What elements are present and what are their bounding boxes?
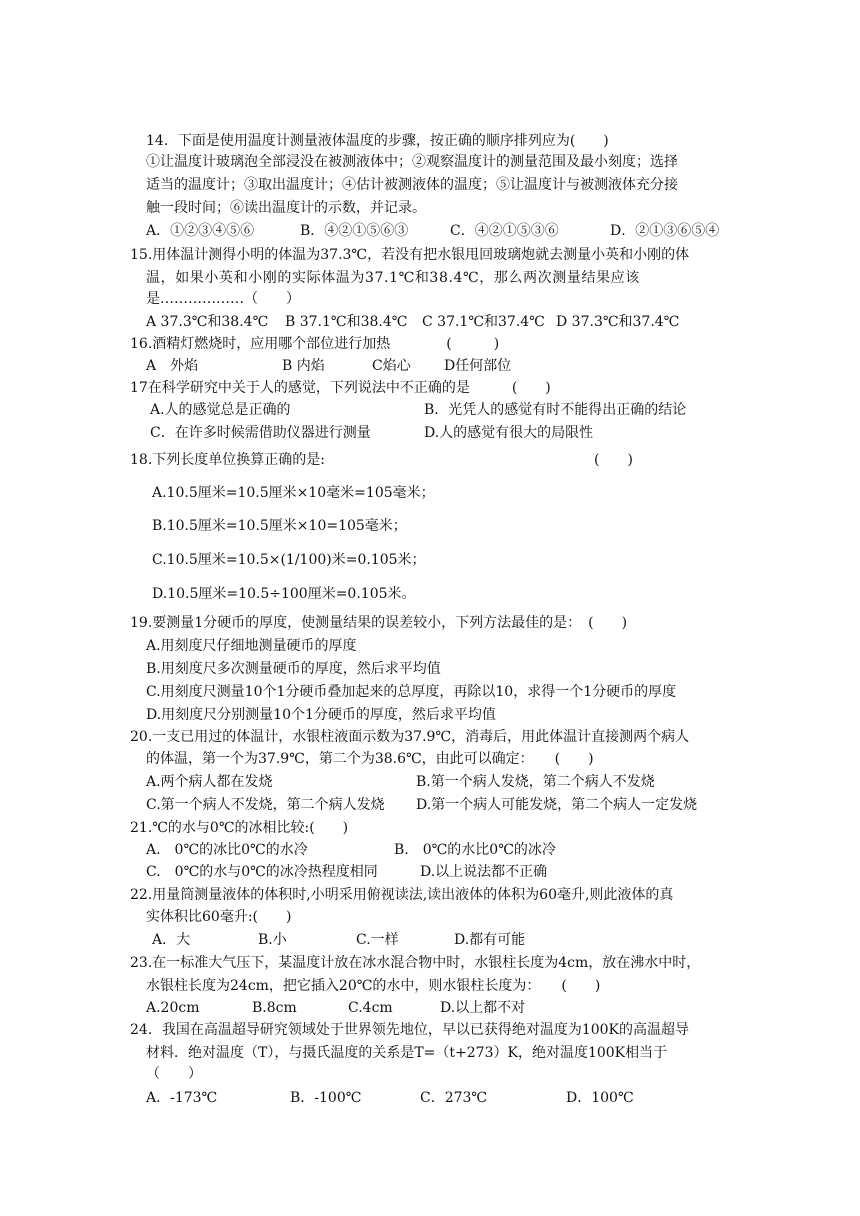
q24-line1: 24．我国在高温超导研究领域处于世界领先地位，早以已获得绝对温度为100K的高温超导 (130, 1022, 689, 1038)
q23-option-c: C.4cm (348, 1000, 393, 1016)
q16-option-a: A 外焰 (146, 358, 199, 374)
q14-line3: 适当的温度计；③取出温度计；④估计被测液体的温度；⑤让温度计与被测液体充分接 (146, 177, 678, 193)
q19-option-b: B.用刻度尺多次测量硬币的厚度，然后求平均值 (146, 661, 441, 677)
q15-option-a: A 37.3℃和38.4℃ (146, 314, 269, 330)
q14-line4: 触一段时间；⑥读出温度计的示数，并记录。 (146, 200, 426, 216)
q18-stem: 18.下列长度单位换算正确的是: (130, 452, 325, 468)
q18-option-a: A.10.5厘米=10.5厘米×10毫米=105毫米； (152, 485, 435, 501)
q23-line2: 水银柱长度为24cm，把它插入20℃的水中，则水银柱长度为： ( ) (146, 978, 601, 994)
q20-option-d: D.第一个病人可能发烧，第二个病人一定发烧 (416, 797, 698, 813)
q21-option-b: B. 0℃的水比0℃的冰冷 (394, 842, 556, 858)
q24-option-c: C．273℃ (420, 1090, 488, 1106)
q17-option-b: B．光凭人的感觉有时不能得出正确的结论 (424, 402, 687, 418)
q20-line1: 20.一支已用过的体温计，水银柱液面示数为37.9℃，消毒后，用此体温计直接测两个病人 (130, 729, 690, 745)
q16-option-c: C焰心 (372, 358, 411, 374)
q23-option-b: B.8cm (252, 1000, 297, 1016)
q24-option-b: B．-100℃ (290, 1090, 362, 1106)
q24-option-a: A．-173℃ (146, 1090, 218, 1106)
q22-line1: 22.用量筒测量液体的体积时,小明采用俯视读法,读出液体的体积为60毫升,则此液体的真 (130, 887, 674, 903)
q14-option-d: D．②①③⑥⑤④ (610, 223, 720, 239)
q24-option-d: D．100℃ (566, 1090, 634, 1106)
q16-option-d: D任何部位 (444, 358, 512, 374)
q15-option-c: C 37.1℃和37.4℃ (422, 314, 545, 330)
q21-option-c: C. 0℃的水与0℃的冰冷热程度相同 (146, 864, 378, 880)
q24-line2: 材料．绝对温度（T），与摄氏温度的关系是T=（t+273）K，绝对温度100K相当于 (146, 1045, 668, 1061)
q19-option-d: D.用刻度尺分别测量10个1分硬币的厚度，然后求平均值 (146, 707, 496, 723)
q14-option-a: A．①②③④⑤⑥ (146, 223, 255, 239)
q19-option-a: A.用刻度尺仔细地测量硬币的厚度 (146, 638, 357, 654)
q21-stem: 21.℃的水与0℃的冰相比较:( ) (130, 820, 349, 836)
q20-line2: 的体温，第一个为37.9℃，第二个为38.6℃，由此可以确定： ( ) (146, 751, 594, 767)
q23-line1: 23.在一标准大气压下，某温度计放在冰水混合物中时，水银柱长度为4cm，放在沸水中时， (130, 955, 701, 971)
q15-option-b: B 37.1℃和38.4℃ (285, 314, 408, 330)
q23-option-a: A.20cm (146, 1000, 200, 1016)
q15-line2: 温，如果小英和小刚的实际体温为37.1℃和38.4℃，那么两次测量结果应该 (146, 270, 640, 286)
q18-answer-paren: ( ) (594, 452, 633, 468)
q22-option-c: C.一样 (356, 932, 399, 948)
q19-option-c: C.用刻度尺测量10个1分硬币叠加起来的总厚度，再除以10，求得一个1分硬币的厚度 (146, 684, 677, 700)
q20-option-c: C.第一个病人不发烧，第二个病人发烧 (146, 797, 385, 813)
q15-line3: 是………………（ ） (146, 291, 300, 307)
q17-option-c: C．在许多时候需借助仪器进行测量 (150, 425, 371, 441)
q18-option-b: B.10.5厘米=10.5厘米×10=105毫米； (152, 518, 407, 534)
q18-option-d: D.10.5厘米=10.5÷100厘米=0.105米。 (152, 586, 416, 602)
q15-option-d: D 37.3℃和37.4℃ (556, 314, 680, 330)
q18-option-c: C.10.5厘米=10.5×(1/100)米=0.105米； (152, 552, 426, 568)
q17-option-d: D.人的感觉有很大的局限性 (424, 425, 594, 441)
q14-option-b: B．④②①⑤⑥③ (300, 223, 409, 239)
q20-option-a: A.两个病人都在发烧 (146, 774, 273, 790)
q16-option-b: B 内焰 (282, 358, 325, 374)
q21-option-d: D.以上说法都不正确 (420, 864, 548, 880)
q16-stem: 16.酒精灯燃烧时，应用哪个部位进行加热 ( ) (130, 336, 500, 352)
q15-line1: 15.用体温计测得小明的体温为37.3℃，若没有把水银甩回玻璃炮就去测量小英和小刚的体 (130, 247, 690, 263)
q20-option-b: B.第一个病人发烧，第二个病人不发烧 (416, 774, 655, 790)
q22-option-b: B.小 (258, 932, 287, 948)
q14-stem: 14．下面是使用温度计测量液体温度的步骤，按正确的顺序排列应为( ) (146, 133, 609, 149)
q14-option-c: C．④②①⑤③⑥ (450, 223, 559, 239)
q22-option-d: D.都有可能 (454, 932, 526, 948)
q19-stem: 19.要测量1分硬币的厚度，使测量结果的误差较小，下列方法最佳的是： ( ) (130, 615, 628, 631)
q22-option-a: A．大 (152, 932, 191, 948)
q24-line3: （ ） (146, 1066, 202, 1082)
q21-option-a: A. 0℃的冰比0℃的水冷 (146, 842, 308, 858)
q14-line2: ①让温度计玻璃泡全部浸没在被测液体中；②观察温度计的测量范围及最小刻度；选择 (146, 154, 678, 170)
q17-stem: 17在科学研究中关于人的感觉，下列说法中不正确的是 ( ) (130, 380, 551, 396)
q17-option-a: A.人的感觉总是正确的 (150, 402, 291, 418)
q22-line2: 实体积比60毫升:( ) (146, 909, 292, 925)
q23-option-d: D.以上都不对 (440, 1000, 526, 1016)
